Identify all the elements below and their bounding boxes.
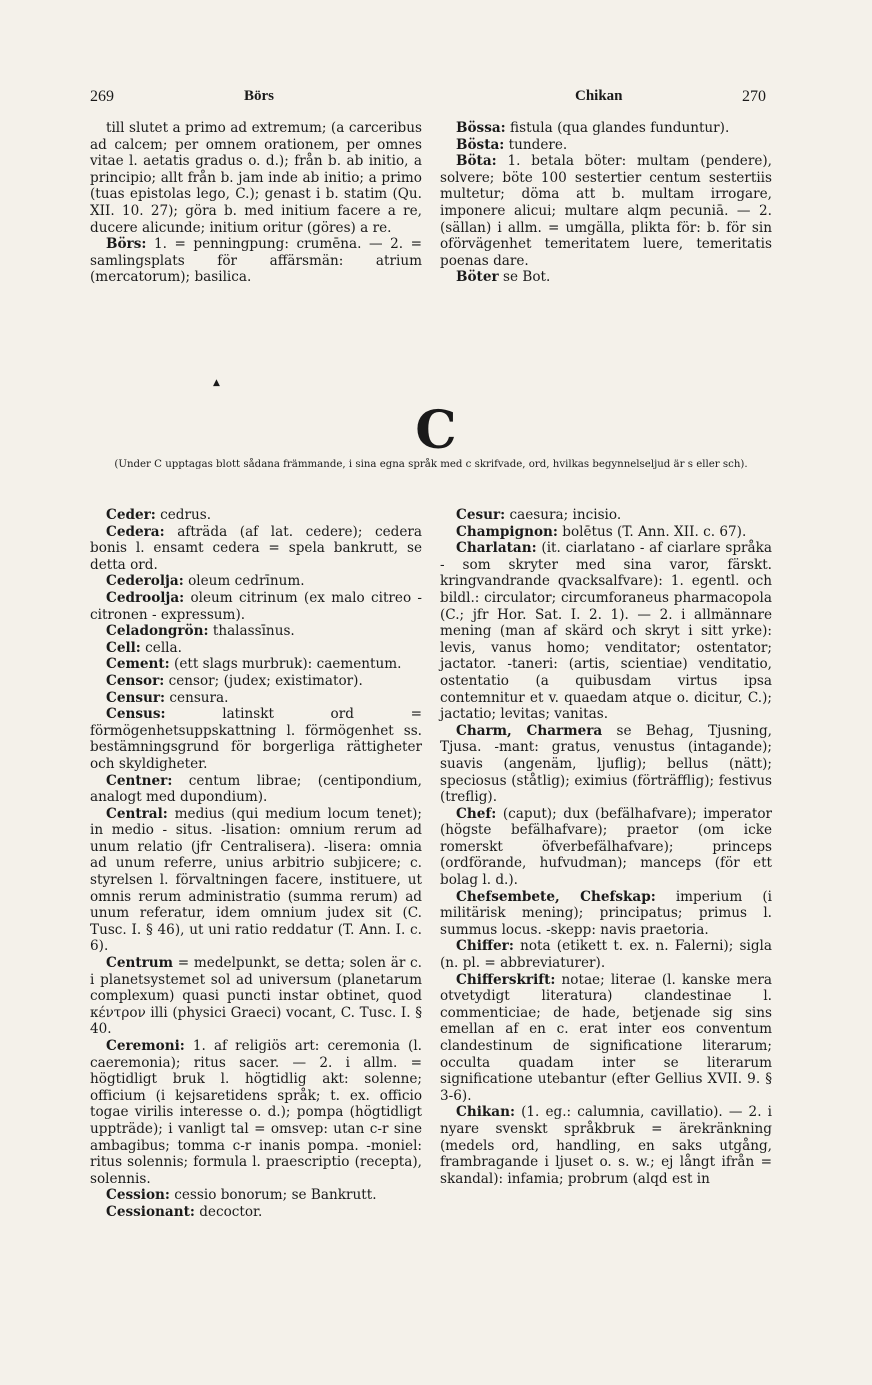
- entry-lemma: Censur:: [106, 689, 166, 706]
- entry-text: oleum citrinum (ex malo citreo - citronen - expressum).: [90, 589, 423, 623]
- section-letter: C: [415, 400, 457, 461]
- entry-text: imperium (i militärisk mening); principatus; primus l. summus locus. -skepp: navis praetoria.: [440, 888, 772, 938]
- entry-lemma: Census:: [106, 706, 166, 723]
- entry-text: cella.: [145, 639, 182, 656]
- entry-lemma: Centner:: [106, 772, 173, 789]
- entry: [440, 153, 772, 269]
- entry-text: medius (qui medium locum tenet); in medio - situs. -lisation: omnium rerum ad unum relatio (jfr Centralisera). -lisera: omnia ad unum referre, unius arbitrio subjicere; c. styrelsen l. förvaltningen facere, instituere, ut omnis rerum administratio (summa rerum) ad unum referatur, idem omnium judex sit (C. Tusc. I. § 46), ut uni ratio reddatur (T. Ann. I. c. 6).: [90, 805, 422, 955]
- entry-text: 1. betala böter: multam (pendere), solvere; böte 100 sestertier centum sestertiis multetur; döma att b. multam irrogare, imponere alicui; multare alqm pecuniā. — 2. (sällan) i allm. = umgälla, plikta för: b. för sin oförvägenhet temeritatem luere, temeritatis poenas dare.: [440, 153, 772, 269]
- entry: [90, 236, 422, 286]
- entry-lemma: Cessionant:: [106, 1203, 195, 1220]
- entry-lemma: Cement:: [106, 656, 170, 673]
- entry-lemma: Böter: [456, 269, 499, 286]
- entry-text: latinskt ord = förmögenhetsuppskattning l. förmögenhet ss. bestämningsgrund för borgerliga rättigheter och skyldigheter.: [90, 706, 422, 772]
- top-right-column: [440, 120, 772, 286]
- bottom-left-column: [90, 507, 422, 1221]
- entry: [90, 640, 422, 657]
- entry: [90, 806, 422, 955]
- entry: [90, 706, 422, 772]
- entry-text: bolētus (T. Ann. XII. c. 67).: [562, 523, 747, 540]
- entry-text: afträda (af lat. cedere); cedera bonis l. ensamt cedera = spela bankrutt, se detta ord.: [90, 523, 422, 573]
- running-head-left: Börs: [244, 88, 274, 104]
- entry: [440, 806, 772, 889]
- entry-text: oleum cedrīnum.: [188, 573, 305, 590]
- entry-text: censura.: [169, 689, 229, 706]
- entry: [440, 507, 772, 524]
- entry-text: caesura; incisio.: [509, 507, 622, 523]
- entry: [90, 656, 422, 673]
- entry: [440, 524, 772, 541]
- entry-text: = medelpunkt, se detta; solen är c. i planetsystemet sol ad universum (planetarum complexum) quasi puncti instar obtinet, quod κέντρον illi (physici Graeci) vocant, C. Tusc. I. § 40.: [90, 955, 422, 1038]
- entry-lemma: Cesur:: [456, 507, 506, 523]
- entry-text: (ett slags murbruk): caementum.: [174, 656, 402, 673]
- entry-lemma: Bösta:: [456, 136, 505, 153]
- stray-mark: ▲: [213, 378, 220, 388]
- entry: [440, 120, 772, 137]
- entry: [90, 673, 422, 690]
- section-note: (Under C upptagas blott sådana främmande, i sina egna språk med c skrifvade, ord, hvilkas begynnelseljud är s eller sch).: [114, 459, 748, 470]
- entry-lemma: Börs:: [106, 236, 147, 253]
- entry: [90, 524, 422, 574]
- page-number-right: 270: [742, 88, 766, 105]
- entry-text: 1. af religiös art: ceremonia (l. caeremonia); ritus sacer. — 2. i allm. = högtidligt bruk l. högtidlig akt: solenne; officium (i kejsaretidens språk; t. ex. officio togae virilis interesse o. d.); pompa (högtidligt uppträde); i vanligt tal = omsvep: utan c-r sine ambagibus; tomma c-r inanis pompa. -moniel: ritus solennis; formula l. praescriptio (recepta), solennis.: [90, 1038, 422, 1187]
- entry: [440, 723, 772, 806]
- entry: [90, 1204, 422, 1221]
- entry-text: centum librae; (centipondium, analogt med dupondium).: [90, 772, 422, 806]
- entry-text: fistula (qua glandes funduntur).: [510, 120, 730, 136]
- entry-text: se Behag, Tjusning, Tjusa. -mant: gratus, venustus (intagande); suavis (angenäm, ljuflig); bellus (nätt); speciosus (ståtlig); eximius (förträfflig); festivus (treflig).: [440, 722, 772, 806]
- top-left-column: [90, 120, 422, 286]
- entry: [90, 573, 422, 590]
- entry-text: censor; (judex; existimator).: [168, 672, 363, 689]
- entry: [440, 1104, 772, 1187]
- page-number-left: 269: [90, 88, 114, 105]
- entry-text: cessio bonorum; se Bankrutt.: [174, 1187, 377, 1204]
- entry: [90, 590, 422, 623]
- entry-lemma: Chiffer:: [456, 938, 514, 955]
- entry: [440, 137, 772, 154]
- entry-lemma: Champignon:: [456, 523, 558, 540]
- running-head-right: Chikan: [575, 88, 623, 104]
- entry-lemma: Central:: [106, 805, 168, 822]
- entry-lemma: Charm, Charmera: [456, 722, 603, 739]
- entry-lemma: Cession:: [106, 1187, 170, 1204]
- entry-text: notae; literae (l. kanske mera otvetydigt literatura) clandestinae l. commenticiae; de hade, betjenade sig sins emellan af en c. erat inter eos conventum clandestinum de significatione literarum; occulta quadam inter se literarum significatione utebantur (efter Gellius XVII. 9. § 3-6).: [440, 971, 772, 1104]
- entry-text: decoctor.: [199, 1203, 263, 1220]
- entry-lemma: Censor:: [106, 672, 165, 689]
- entry-lemma: Ceremoni:: [106, 1038, 185, 1054]
- entry-text: tundere.: [508, 136, 568, 153]
- entry-lemma: Chikan:: [456, 1104, 515, 1121]
- entry-text: nota (etikett t. ex. n. Falerni); sigla (n. pl. = abbreviaturer).: [440, 938, 772, 972]
- bottom-right-column: [440, 507, 772, 1187]
- entry-lemma: Bössa:: [456, 120, 506, 136]
- entry-text: (it. ciarlatano - af ciarlare språka - som skryter med sina varor, färskt. kringvandrande qvacksalfvare): 1. egentl. och bildl.: circulator; circumforaneus pharmacopola (C.; jfr Hor. Sat. I. 2. 1). — 2. i allmännare mening (man af skärd och skryt i sitt yrke): levis, vanus homo; venditator; ostentator; jactator. -taneri: (artis, scientiae) venditatio, ostentatio (a quibusdam virtus ipsa contemnitur et v. quaedam atque o. dicitur, C.); jactatio; levitas; vanitas.: [440, 540, 772, 723]
- entry: [90, 120, 422, 236]
- entry-lemma: Chefsembete, Chefskap:: [456, 888, 656, 905]
- entry: [90, 690, 422, 707]
- entry-lemma: Cedera:: [106, 523, 165, 540]
- entry-lemma: Ceder:: [106, 507, 156, 523]
- entry: [440, 938, 772, 971]
- entry-text: 1. = penningpung: crumēna. — 2. = samlingsplats för affärsmän: atrium (mercatorum); basilica.: [90, 236, 422, 286]
- entry-lemma: Böta:: [456, 153, 497, 170]
- entry: [440, 269, 772, 286]
- entry-text: (caput); dux (befälhafvare); imperator (högste befälhafvare); praetor (om icke romerskt öfverbefälhafvare); princeps (ordförande, hufvudman); manceps (för ett bolag l. d.).: [440, 805, 772, 889]
- entry: [90, 507, 422, 524]
- entry: [440, 540, 772, 723]
- entry-lemma: Centrum: [106, 955, 174, 972]
- entry-lemma: Cedroolja:: [106, 589, 185, 606]
- entry: [90, 1038, 422, 1187]
- entry-lemma: Cederolja:: [106, 573, 184, 590]
- entry: [440, 972, 772, 1105]
- entry: [90, 773, 422, 806]
- entry: [90, 623, 422, 640]
- entry-lemma: Chef:: [456, 805, 497, 822]
- entry: [90, 955, 422, 1038]
- entry-text: cedrus.: [160, 507, 212, 523]
- entry-lemma: Cell:: [106, 639, 141, 656]
- entry-text: till slutet a primo ad extremum; (a carceribus ad calcem; per omnem orationem, per omnes vitae l. aetatis gradus o. d.); från b. ab initio, a principio; allt från b. jam inde ab initio; a primo (tuas epistolas lego, C.); genast i b. statim (Qu. XII. 10. 27); göra b. med initium facere a re, ducere alicunde; initium oritur (göres) a re.: [90, 120, 422, 236]
- entry-text: (1. eg.: calumnia, cavillatio). — 2. i nyare svenskt språkbruk = ärekränkning (medels ord, handling, en saks utgång, frambragande i ljuset o. s. w.; ej långt ifrån = skandal): infamia; probrum (alqd est in: [440, 1104, 772, 1187]
- entry: [440, 889, 772, 939]
- entry-lemma: Celadongrön:: [106, 623, 209, 640]
- entry: [90, 1187, 422, 1204]
- entry-text: se Bot.: [502, 269, 551, 286]
- entry-lemma: Chifferskrift:: [456, 971, 556, 988]
- entry-lemma: Charlatan:: [456, 540, 537, 557]
- entry-text: thalassīnus.: [212, 623, 295, 640]
